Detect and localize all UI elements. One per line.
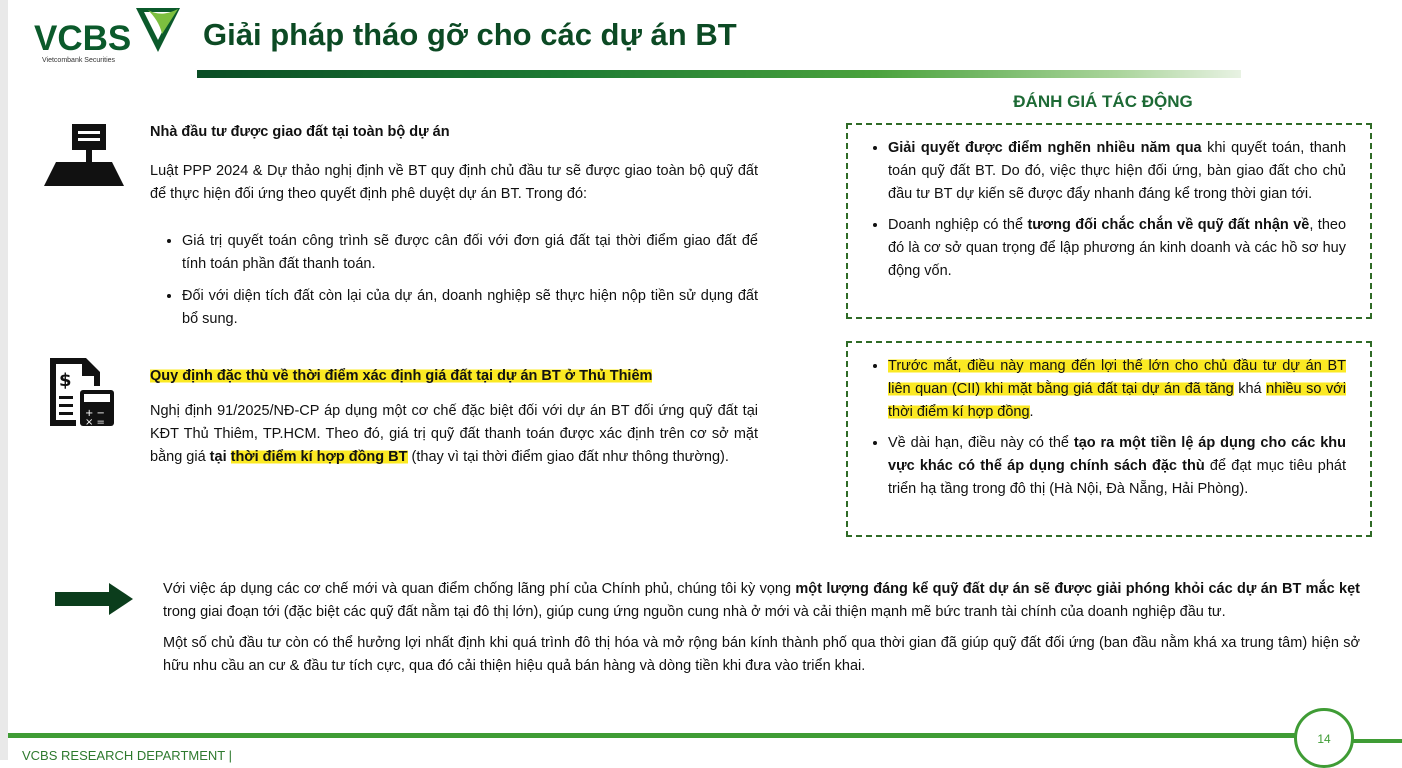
item-text: khá (1233, 381, 1267, 397)
item-text: , theo đó là cơ sở quan trọng để lập phương án kinh doanh và các hồ sơ huy động vốn. (888, 217, 1347, 279)
section-bullet-list (150, 230, 758, 331)
section-thu-thiem (150, 365, 758, 469)
logo-subtext: Vietcombank Securities (42, 57, 116, 64)
paragraph-text: (thay vì tại thời điểm giao đất như thông thường). (407, 449, 729, 465)
logo-shield-icon (132, 4, 184, 56)
item-text: . (1029, 404, 1034, 420)
highlighted-bold-text: thời điểm kí hợp đồng BT (230, 449, 408, 465)
footer-divider-right (1346, 739, 1402, 743)
bold-text: tương đối chắc chắn về quỹ đất nhận về (1027, 217, 1310, 233)
page-title: Giải pháp tháo gỡ cho các dự án BT (203, 17, 737, 52)
assessment-box-2 (846, 341, 1372, 537)
bold-text: một lượng đáng kể quỹ đất dự án sẽ được giải phóng khỏi các dự án BT mắc kẹt (795, 581, 1360, 597)
highlighted-text: nhiều so với thời điểm kí hợp đồng (888, 381, 1346, 420)
assessment-list (862, 137, 1346, 283)
paragraph-text: Nghị định 91/2025/NĐ-CP áp dụng một cơ chế đặc biệt đối với dự án BT đối ứng quỹ đất tại KĐT Thủ Thiêm, TP.HCM. Theo đó, giá trị quỹ đất thanh toán được xác định trên cơ sở mặt bằng giá (150, 403, 758, 465)
calculator-document-icon (46, 356, 116, 428)
page-number: 14 (1317, 732, 1331, 746)
assessment-title: ĐÁNH GIÁ TÁC ĐỘNG (1013, 92, 1193, 111)
paragraph-text: trong giai đoạn tới (đặc biệt các quỹ đất nằm tại đô thị lớn), giúp cung ứng nguồn cung nhà ở mới và cải thiện mạnh mẽ bức tranh tài chính của doanh nghiệp đầu tư. (163, 604, 1226, 620)
title-underline-bar (197, 70, 1241, 78)
right-arrow-icon (55, 583, 133, 615)
page-number-badge (1294, 708, 1354, 768)
bold-text: Giải quyết được điểm nghẽn nhiều năm qua (888, 140, 1202, 156)
logo-text: VCBS (34, 19, 132, 58)
svg-text:× =: × = (85, 417, 105, 428)
assessment-list (862, 355, 1346, 501)
item-text: Doanh nghiệp có thể (888, 217, 1028, 233)
list-item: • Đối với diện tích đất còn lại của dự án, doanh nghiệp sẽ thực hiện nộp tiền sử dụng đất bổ sung. (182, 285, 758, 331)
paragraph-text: Với việc áp dụng các cơ chế mới và quan điểm chống lãng phí của Chính phủ, chúng tôi kỳ vọng (163, 581, 796, 597)
list-item (888, 355, 1346, 424)
list-item (888, 432, 1346, 501)
item-text: để đạt mục tiêu phát triển hạ tầng trong đô thị (Hà Nội, Đà Nẵng, Hải Phòng). (888, 458, 1347, 497)
vcbs-logo (32, 4, 184, 68)
left-edge-strip (0, 0, 8, 760)
item-text: Về dài hạn, điều này có thể (888, 435, 1074, 451)
highlighted-text: Trước mắt, điều này mang đến lợi thế lớn cho chủ đầu tư dự án BT liên quan (CII) khi mặt bằng giá đất tại dự án đã tăng (888, 358, 1346, 397)
land-plot-icon (42, 122, 126, 188)
list-item: • Giá trị quyết toán công trình sẽ được cân đối với đơn giá đất tại thời điểm giao đất để tính toán phần đất thanh toán. (182, 230, 758, 276)
highlighted-heading: Quy định đặc thù về thời điểm xác định giá đất tại dự án BT ở Thủ Thiêm (150, 368, 653, 384)
conclusion-paragraph (163, 578, 1360, 624)
section-heading: Nhà đầu tư được giao đất tại toàn bộ dự án (150, 124, 450, 140)
list-item (888, 214, 1346, 283)
section-paragraph: Luật PPP 2024 & Dự thảo nghị định về BT quy định chủ đầu tư sẽ được giao toàn bộ quỹ đất để thực hiện đối ứng theo quyết định phê duyệt dự án BT. Trong đó: (150, 163, 758, 202)
svg-text:$: $ (59, 370, 72, 391)
list-item (888, 137, 1346, 206)
section-land-allocation (150, 121, 758, 340)
footer-divider (8, 733, 1304, 738)
section-paragraph (150, 400, 758, 469)
conclusion-block (163, 578, 1360, 686)
bold-text: tạo ra một tiền lệ áp dụng cho các khu vực khác có thể áp dụng chính sách đặc thù (888, 435, 1346, 474)
bold-text: tại (209, 449, 231, 465)
item-text: khi quyết toán, thanh toán quỹ đất BT. Do đó, việc thực hiện đối ứng, bàn giao đất cho chủ đầu tư BT dự kiến sẽ được đẩy nhanh đáng kể trong thời gian tới. (888, 140, 1347, 202)
svg-text:+ −: + − (85, 408, 105, 419)
footer-department: VCBS RESEARCH DEPARTMENT | (22, 748, 232, 763)
section-heading (150, 365, 758, 388)
conclusion-paragraph: Một số chủ đầu tư còn có thể hưởng lợi nhất định khi quá trình đô thị hóa và mở rộng bán kính thành phố qua thời gian đã giúp quỹ đất đối ứng (ban đầu nằm khá xa trung tâm) hiện sở hữu nhu cầu an cư & đầu tư tích cực, qua đó cải thiện hiệu quả bán hàng và dòng tiền khi đưa vào triển khai. (163, 635, 1360, 674)
assessment-box-1 (846, 123, 1372, 319)
